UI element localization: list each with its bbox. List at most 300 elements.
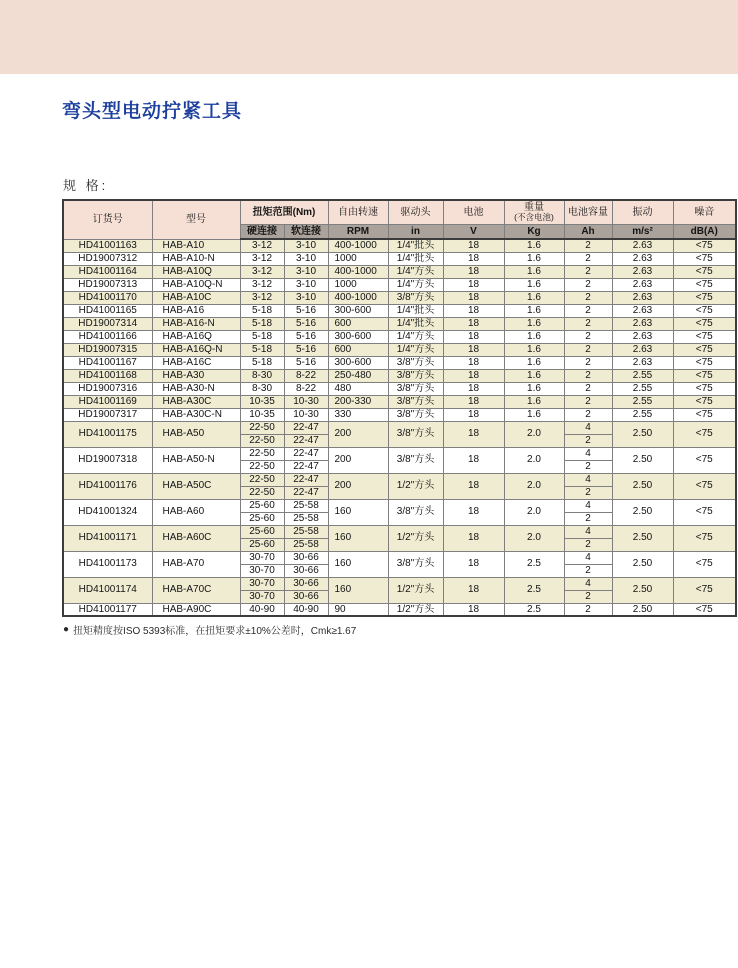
cell-torque-soft: 40-90 bbox=[284, 603, 328, 616]
section-label: 规 格: bbox=[63, 178, 109, 193]
cell-voltage: 18 bbox=[443, 525, 504, 551]
table-row bbox=[63, 317, 736, 330]
cell-vibration: 2.50 bbox=[612, 421, 673, 447]
table-row bbox=[63, 382, 736, 395]
cell-order-no: HD41001324 bbox=[63, 499, 152, 525]
cell-drive: 1/2"方头 bbox=[388, 577, 443, 603]
header-capacity: 电池容量 bbox=[564, 200, 612, 225]
cell-order-no: HD41001173 bbox=[63, 551, 152, 577]
cell-torque-soft: 30-66 bbox=[284, 551, 328, 564]
cell-vibration: 2.50 bbox=[612, 577, 673, 603]
bullet-icon: ● bbox=[63, 624, 70, 635]
cell-drive: 1/2"方头 bbox=[388, 603, 443, 616]
cell-noise: <75 bbox=[673, 408, 736, 421]
cell-capacity: 2 bbox=[564, 486, 612, 499]
cell-torque-soft: 3-10 bbox=[284, 239, 328, 252]
cell-drive: 3/8"方头 bbox=[388, 382, 443, 395]
cell-order-no: HD41001176 bbox=[63, 473, 152, 499]
cell-model: HAB-A30C bbox=[152, 395, 240, 408]
cell-weight: 1.6 bbox=[504, 395, 564, 408]
table-row bbox=[63, 603, 736, 616]
cell-torque-hard: 3-12 bbox=[240, 265, 284, 278]
cell-vibration: 2.63 bbox=[612, 343, 673, 356]
cell-capacity: 2 bbox=[564, 278, 612, 291]
cell-noise: <75 bbox=[673, 265, 736, 278]
cell-rpm: 200 bbox=[328, 447, 388, 473]
cell-weight: 1.6 bbox=[504, 291, 564, 304]
cell-drive: 3/8"方头 bbox=[388, 551, 443, 577]
cell-voltage: 18 bbox=[443, 291, 504, 304]
cell-order-no: HD41001165 bbox=[63, 304, 152, 317]
cell-weight: 1.6 bbox=[504, 330, 564, 343]
cell-noise: <75 bbox=[673, 421, 736, 447]
header-row-main bbox=[63, 200, 736, 225]
cell-model: HAB-A30 bbox=[152, 369, 240, 382]
cell-vibration: 2.50 bbox=[612, 525, 673, 551]
header-vibration-unit: m/s² bbox=[612, 225, 673, 240]
table-row bbox=[63, 473, 736, 486]
cell-vibration: 2.50 bbox=[612, 447, 673, 473]
cell-weight: 2.5 bbox=[504, 603, 564, 616]
cell-capacity: 2 bbox=[564, 369, 612, 382]
cell-vibration: 2.55 bbox=[612, 382, 673, 395]
cell-torque-hard: 5-18 bbox=[240, 304, 284, 317]
header-weight-unit: Kg bbox=[504, 225, 564, 240]
cell-drive: 1/4"批头 bbox=[388, 252, 443, 265]
cell-order-no: HD19007313 bbox=[63, 278, 152, 291]
cell-torque-soft: 25-58 bbox=[284, 499, 328, 512]
cell-weight: 2.0 bbox=[504, 447, 564, 473]
header-model: 型号 bbox=[152, 200, 240, 239]
cell-drive: 1/4"批头 bbox=[388, 304, 443, 317]
cell-rpm: 300-600 bbox=[328, 330, 388, 343]
cell-order-no: HD19007317 bbox=[63, 408, 152, 421]
cell-rpm: 90 bbox=[328, 603, 388, 616]
cell-voltage: 18 bbox=[443, 330, 504, 343]
cell-torque-hard: 25-60 bbox=[240, 499, 284, 512]
header-battery: 电池 bbox=[443, 200, 504, 225]
cell-torque-hard: 5-18 bbox=[240, 356, 284, 369]
cell-noise: <75 bbox=[673, 551, 736, 577]
cell-voltage: 18 bbox=[443, 304, 504, 317]
cell-voltage: 18 bbox=[443, 343, 504, 356]
cell-torque-soft: 5-16 bbox=[284, 304, 328, 317]
cell-torque-soft: 22-47 bbox=[284, 434, 328, 447]
cell-noise: <75 bbox=[673, 499, 736, 525]
cell-rpm: 600 bbox=[328, 317, 388, 330]
cell-weight: 1.6 bbox=[504, 252, 564, 265]
cell-noise: <75 bbox=[673, 291, 736, 304]
cell-torque-soft: 10-30 bbox=[284, 408, 328, 421]
cell-rpm: 160 bbox=[328, 551, 388, 577]
cell-weight: 1.6 bbox=[504, 382, 564, 395]
cell-model: HAB-A70 bbox=[152, 551, 240, 577]
cell-model: HAB-A10-N bbox=[152, 252, 240, 265]
cell-drive: 1/4"方头 bbox=[388, 265, 443, 278]
cell-capacity: 2 bbox=[564, 265, 612, 278]
table-row bbox=[63, 252, 736, 265]
cell-noise: <75 bbox=[673, 330, 736, 343]
cell-torque-soft: 22-47 bbox=[284, 460, 328, 473]
header-battery-unit: V bbox=[443, 225, 504, 240]
cell-capacity: 4 bbox=[564, 447, 612, 460]
cell-capacity: 2 bbox=[564, 330, 612, 343]
cell-vibration: 2.63 bbox=[612, 252, 673, 265]
table-row bbox=[63, 408, 736, 421]
table-row bbox=[63, 278, 736, 291]
cell-model: HAB-A50C bbox=[152, 473, 240, 499]
cell-voltage: 18 bbox=[443, 239, 504, 252]
cell-capacity: 2 bbox=[564, 343, 612, 356]
cell-order-no: HD19007316 bbox=[63, 382, 152, 395]
cell-model: HAB-A16Q bbox=[152, 330, 240, 343]
cell-torque-hard: 10-35 bbox=[240, 395, 284, 408]
table-row bbox=[63, 551, 736, 564]
table-row bbox=[63, 421, 736, 434]
cell-noise: <75 bbox=[673, 369, 736, 382]
cell-vibration: 2.55 bbox=[612, 395, 673, 408]
table-row bbox=[63, 447, 736, 460]
cell-torque-hard: 10-35 bbox=[240, 408, 284, 421]
cell-torque-hard: 5-18 bbox=[240, 343, 284, 356]
cell-model: HAB-A30C-N bbox=[152, 408, 240, 421]
header-rpm-unit: RPM bbox=[328, 225, 388, 240]
cell-model: HAB-A50 bbox=[152, 421, 240, 447]
cell-drive: 1/4"批头 bbox=[388, 239, 443, 252]
cell-voltage: 18 bbox=[443, 265, 504, 278]
cell-capacity: 4 bbox=[564, 525, 612, 538]
cell-drive: 1/2"方头 bbox=[388, 525, 443, 551]
cell-model: HAB-A10Q-N bbox=[152, 278, 240, 291]
cell-capacity: 2 bbox=[564, 564, 612, 577]
cell-torque-hard: 22-50 bbox=[240, 460, 284, 473]
cell-model: HAB-A10 bbox=[152, 239, 240, 252]
cell-torque-hard: 25-60 bbox=[240, 525, 284, 538]
cell-order-no: HD41001174 bbox=[63, 577, 152, 603]
table-row bbox=[63, 291, 736, 304]
cell-torque-hard: 30-70 bbox=[240, 551, 284, 564]
cell-torque-soft: 22-47 bbox=[284, 486, 328, 499]
cell-weight: 2.0 bbox=[504, 499, 564, 525]
cell-order-no: HD41001175 bbox=[63, 421, 152, 447]
cell-order-no: HD41001170 bbox=[63, 291, 152, 304]
header-drive: 驱动头 bbox=[388, 200, 443, 225]
header-torque-range: 扭矩范围(Nm) bbox=[240, 200, 328, 225]
cell-rpm: 160 bbox=[328, 577, 388, 603]
table-row bbox=[63, 499, 736, 512]
cell-torque-soft: 3-10 bbox=[284, 291, 328, 304]
cell-capacity: 2 bbox=[564, 382, 612, 395]
cell-weight: 1.6 bbox=[504, 343, 564, 356]
cell-voltage: 18 bbox=[443, 551, 504, 577]
cell-noise: <75 bbox=[673, 252, 736, 265]
cell-order-no: HD41001164 bbox=[63, 265, 152, 278]
cell-torque-hard: 22-50 bbox=[240, 421, 284, 434]
cell-torque-soft: 3-10 bbox=[284, 265, 328, 278]
cell-torque-hard: 3-12 bbox=[240, 291, 284, 304]
cell-weight: 1.6 bbox=[504, 408, 564, 421]
cell-noise: <75 bbox=[673, 382, 736, 395]
cell-voltage: 18 bbox=[443, 473, 504, 499]
cell-rpm: 1000 bbox=[328, 278, 388, 291]
cell-vibration: 2.63 bbox=[612, 304, 673, 317]
header-weight-line2: (不含电池) bbox=[514, 211, 554, 222]
cell-drive: 1/4"方头 bbox=[388, 343, 443, 356]
cell-vibration: 2.50 bbox=[612, 551, 673, 577]
cell-drive: 1/2"方头 bbox=[388, 473, 443, 499]
cell-torque-hard: 30-70 bbox=[240, 564, 284, 577]
cell-torque-hard: 8-30 bbox=[240, 369, 284, 382]
cell-vibration: 2.63 bbox=[612, 356, 673, 369]
cell-voltage: 18 bbox=[443, 603, 504, 616]
cell-noise: <75 bbox=[673, 317, 736, 330]
cell-drive: 1/4"方头 bbox=[388, 330, 443, 343]
cell-model: HAB-A30-N bbox=[152, 382, 240, 395]
table-row bbox=[63, 369, 736, 382]
cell-torque-soft: 30-66 bbox=[284, 577, 328, 590]
cell-model: HAB-A10C bbox=[152, 291, 240, 304]
cell-noise: <75 bbox=[673, 525, 736, 551]
cell-torque-hard: 30-70 bbox=[240, 577, 284, 590]
cell-model: HAB-A90C bbox=[152, 603, 240, 616]
cell-model: HAB-A16C bbox=[152, 356, 240, 369]
cell-torque-soft: 30-66 bbox=[284, 564, 328, 577]
cell-capacity: 2 bbox=[564, 395, 612, 408]
cell-rpm: 400-1000 bbox=[328, 291, 388, 304]
cell-capacity: 2 bbox=[564, 603, 612, 616]
cell-order-no: HD41001169 bbox=[63, 395, 152, 408]
cell-torque-soft: 5-16 bbox=[284, 356, 328, 369]
cell-torque-soft: 22-47 bbox=[284, 421, 328, 434]
cell-weight: 2.5 bbox=[504, 577, 564, 603]
table-row bbox=[63, 265, 736, 278]
cell-rpm: 330 bbox=[328, 408, 388, 421]
cell-voltage: 18 bbox=[443, 395, 504, 408]
header-weight bbox=[504, 200, 564, 225]
table-row bbox=[63, 239, 736, 252]
cell-drive: 3/8"方头 bbox=[388, 447, 443, 473]
cell-torque-soft: 5-16 bbox=[284, 343, 328, 356]
cell-order-no: HD41001167 bbox=[63, 356, 152, 369]
cell-torque-soft: 5-16 bbox=[284, 317, 328, 330]
cell-capacity: 2 bbox=[564, 291, 612, 304]
cell-rpm: 300-600 bbox=[328, 304, 388, 317]
cell-weight: 1.6 bbox=[504, 278, 564, 291]
cell-drive: 3/8"方头 bbox=[388, 421, 443, 447]
cell-torque-hard: 5-18 bbox=[240, 330, 284, 343]
table-row bbox=[63, 577, 736, 590]
header-capacity-unit: Ah bbox=[564, 225, 612, 240]
cell-voltage: 18 bbox=[443, 356, 504, 369]
cell-torque-soft: 22-47 bbox=[284, 447, 328, 460]
cell-torque-hard: 25-60 bbox=[240, 538, 284, 551]
cell-capacity: 4 bbox=[564, 473, 612, 486]
cell-rpm: 400-1000 bbox=[328, 239, 388, 252]
cell-capacity: 2 bbox=[564, 356, 612, 369]
cell-vibration: 2.63 bbox=[612, 239, 673, 252]
cell-torque-soft: 22-47 bbox=[284, 473, 328, 486]
cell-capacity: 2 bbox=[564, 590, 612, 603]
cell-voltage: 18 bbox=[443, 382, 504, 395]
cell-capacity: 4 bbox=[564, 421, 612, 434]
page-header-band bbox=[0, 0, 738, 74]
cell-capacity: 4 bbox=[564, 499, 612, 512]
cell-drive: 3/8"方头 bbox=[388, 291, 443, 304]
cell-voltage: 18 bbox=[443, 408, 504, 421]
cell-order-no: HD41001168 bbox=[63, 369, 152, 382]
cell-weight: 1.6 bbox=[504, 265, 564, 278]
table-row bbox=[63, 304, 736, 317]
cell-rpm: 250-480 bbox=[328, 369, 388, 382]
cell-capacity: 2 bbox=[564, 252, 612, 265]
header-noise-unit: dB(A) bbox=[673, 225, 736, 240]
cell-vibration: 2.50 bbox=[612, 499, 673, 525]
header-soft-joint: 软连接 bbox=[284, 225, 328, 240]
header-drive-unit: in bbox=[388, 225, 443, 240]
cell-capacity: 2 bbox=[564, 434, 612, 447]
header-free-speed: 自由转速 bbox=[328, 200, 388, 225]
cell-weight: 1.6 bbox=[504, 317, 564, 330]
spec-table bbox=[62, 199, 737, 617]
cell-capacity: 4 bbox=[564, 551, 612, 564]
cell-weight: 1.6 bbox=[504, 304, 564, 317]
cell-noise: <75 bbox=[673, 577, 736, 603]
cell-capacity: 2 bbox=[564, 538, 612, 551]
header-hard-joint: 硬连接 bbox=[240, 225, 284, 240]
cell-weight: 1.6 bbox=[504, 356, 564, 369]
cell-weight: 2.5 bbox=[504, 551, 564, 577]
cell-rpm: 600 bbox=[328, 343, 388, 356]
cell-rpm: 480 bbox=[328, 382, 388, 395]
cell-rpm: 400-1000 bbox=[328, 265, 388, 278]
cell-rpm: 200 bbox=[328, 421, 388, 447]
cell-noise: <75 bbox=[673, 603, 736, 616]
cell-rpm: 200 bbox=[328, 473, 388, 499]
cell-capacity: 2 bbox=[564, 408, 612, 421]
cell-rpm: 1000 bbox=[328, 252, 388, 265]
cell-vibration: 2.50 bbox=[612, 603, 673, 616]
cell-drive: 3/8"方头 bbox=[388, 408, 443, 421]
cell-drive: 1/4"批头 bbox=[388, 317, 443, 330]
cell-voltage: 18 bbox=[443, 499, 504, 525]
cell-torque-soft: 3-10 bbox=[284, 252, 328, 265]
cell-torque-hard: 8-30 bbox=[240, 382, 284, 395]
cell-voltage: 18 bbox=[443, 317, 504, 330]
cell-torque-soft: 5-16 bbox=[284, 330, 328, 343]
cell-torque-soft: 25-58 bbox=[284, 538, 328, 551]
cell-voltage: 18 bbox=[443, 278, 504, 291]
cell-order-no: HD41001177 bbox=[63, 603, 152, 616]
cell-torque-hard: 22-50 bbox=[240, 434, 284, 447]
cell-vibration: 2.63 bbox=[612, 278, 673, 291]
cell-torque-soft: 25-58 bbox=[284, 525, 328, 538]
cell-model: HAB-A50-N bbox=[152, 447, 240, 473]
cell-rpm: 200-330 bbox=[328, 395, 388, 408]
cell-rpm: 160 bbox=[328, 499, 388, 525]
header-weight-line1: 重量 bbox=[524, 202, 544, 214]
cell-voltage: 18 bbox=[443, 252, 504, 265]
cell-torque-hard: 3-12 bbox=[240, 239, 284, 252]
cell-drive: 3/8"方头 bbox=[388, 395, 443, 408]
cell-noise: <75 bbox=[673, 278, 736, 291]
cell-noise: <75 bbox=[673, 473, 736, 499]
cell-noise: <75 bbox=[673, 395, 736, 408]
table-row bbox=[63, 395, 736, 408]
cell-voltage: 18 bbox=[443, 577, 504, 603]
cell-capacity: 2 bbox=[564, 239, 612, 252]
cell-drive: 3/8"方头 bbox=[388, 499, 443, 525]
cell-order-no: HD19007315 bbox=[63, 343, 152, 356]
cell-weight: 1.6 bbox=[504, 239, 564, 252]
cell-noise: <75 bbox=[673, 447, 736, 473]
cell-torque-soft: 3-10 bbox=[284, 278, 328, 291]
header-order-no: 订货号 bbox=[63, 200, 152, 239]
cell-capacity: 4 bbox=[564, 577, 612, 590]
cell-voltage: 18 bbox=[443, 421, 504, 447]
cell-torque-hard: 25-60 bbox=[240, 512, 284, 525]
cell-order-no: HD41001163 bbox=[63, 239, 152, 252]
cell-model: HAB-A16-N bbox=[152, 317, 240, 330]
cell-vibration: 2.63 bbox=[612, 317, 673, 330]
cell-capacity: 2 bbox=[564, 512, 612, 525]
cell-torque-soft: 25-58 bbox=[284, 512, 328, 525]
cell-capacity: 2 bbox=[564, 304, 612, 317]
cell-weight: 2.0 bbox=[504, 421, 564, 447]
cell-torque-hard: 5-18 bbox=[240, 317, 284, 330]
cell-model: HAB-A10Q bbox=[152, 265, 240, 278]
cell-vibration: 2.55 bbox=[612, 408, 673, 421]
cell-order-no: HD19007314 bbox=[63, 317, 152, 330]
cell-noise: <75 bbox=[673, 304, 736, 317]
cell-torque-hard: 22-50 bbox=[240, 486, 284, 499]
cell-torque-hard: 30-70 bbox=[240, 590, 284, 603]
cell-model: HAB-A60C bbox=[152, 525, 240, 551]
cell-model: HAB-A70C bbox=[152, 577, 240, 603]
cell-vibration: 2.50 bbox=[612, 473, 673, 499]
cell-torque-hard: 3-12 bbox=[240, 278, 284, 291]
footnote-text: 扭矩精度按ISO 5393标准，在扭矩要求±10%公差时，Cmk≥1.67 bbox=[73, 626, 357, 637]
header-vibration: 振动 bbox=[612, 200, 673, 225]
cell-rpm: 300-600 bbox=[328, 356, 388, 369]
cell-torque-hard: 40-90 bbox=[240, 603, 284, 616]
header-noise: 噪音 bbox=[673, 200, 736, 225]
cell-noise: <75 bbox=[673, 356, 736, 369]
page-title: 弯头型电动拧紧工具 bbox=[62, 101, 243, 122]
cell-vibration: 2.63 bbox=[612, 291, 673, 304]
cell-model: HAB-A16Q-N bbox=[152, 343, 240, 356]
cell-voltage: 18 bbox=[443, 447, 504, 473]
cell-drive: 3/8"方头 bbox=[388, 369, 443, 382]
cell-torque-hard: 22-50 bbox=[240, 447, 284, 460]
cell-noise: <75 bbox=[673, 239, 736, 252]
cell-vibration: 2.63 bbox=[612, 330, 673, 343]
cell-rpm: 160 bbox=[328, 525, 388, 551]
cell-torque-soft: 10-30 bbox=[284, 395, 328, 408]
cell-drive: 1/4"方头 bbox=[388, 278, 443, 291]
cell-drive: 3/8"方头 bbox=[388, 356, 443, 369]
cell-torque-hard: 3-12 bbox=[240, 252, 284, 265]
spec-table-body bbox=[63, 239, 736, 616]
cell-vibration: 2.63 bbox=[612, 265, 673, 278]
cell-order-no: HD19007312 bbox=[63, 252, 152, 265]
cell-capacity: 2 bbox=[564, 460, 612, 473]
cell-weight: 2.0 bbox=[504, 473, 564, 499]
cell-capacity: 2 bbox=[564, 317, 612, 330]
table-row bbox=[63, 356, 736, 369]
cell-weight: 1.6 bbox=[504, 369, 564, 382]
cell-order-no: HD19007318 bbox=[63, 447, 152, 473]
cell-model: HAB-A16 bbox=[152, 304, 240, 317]
